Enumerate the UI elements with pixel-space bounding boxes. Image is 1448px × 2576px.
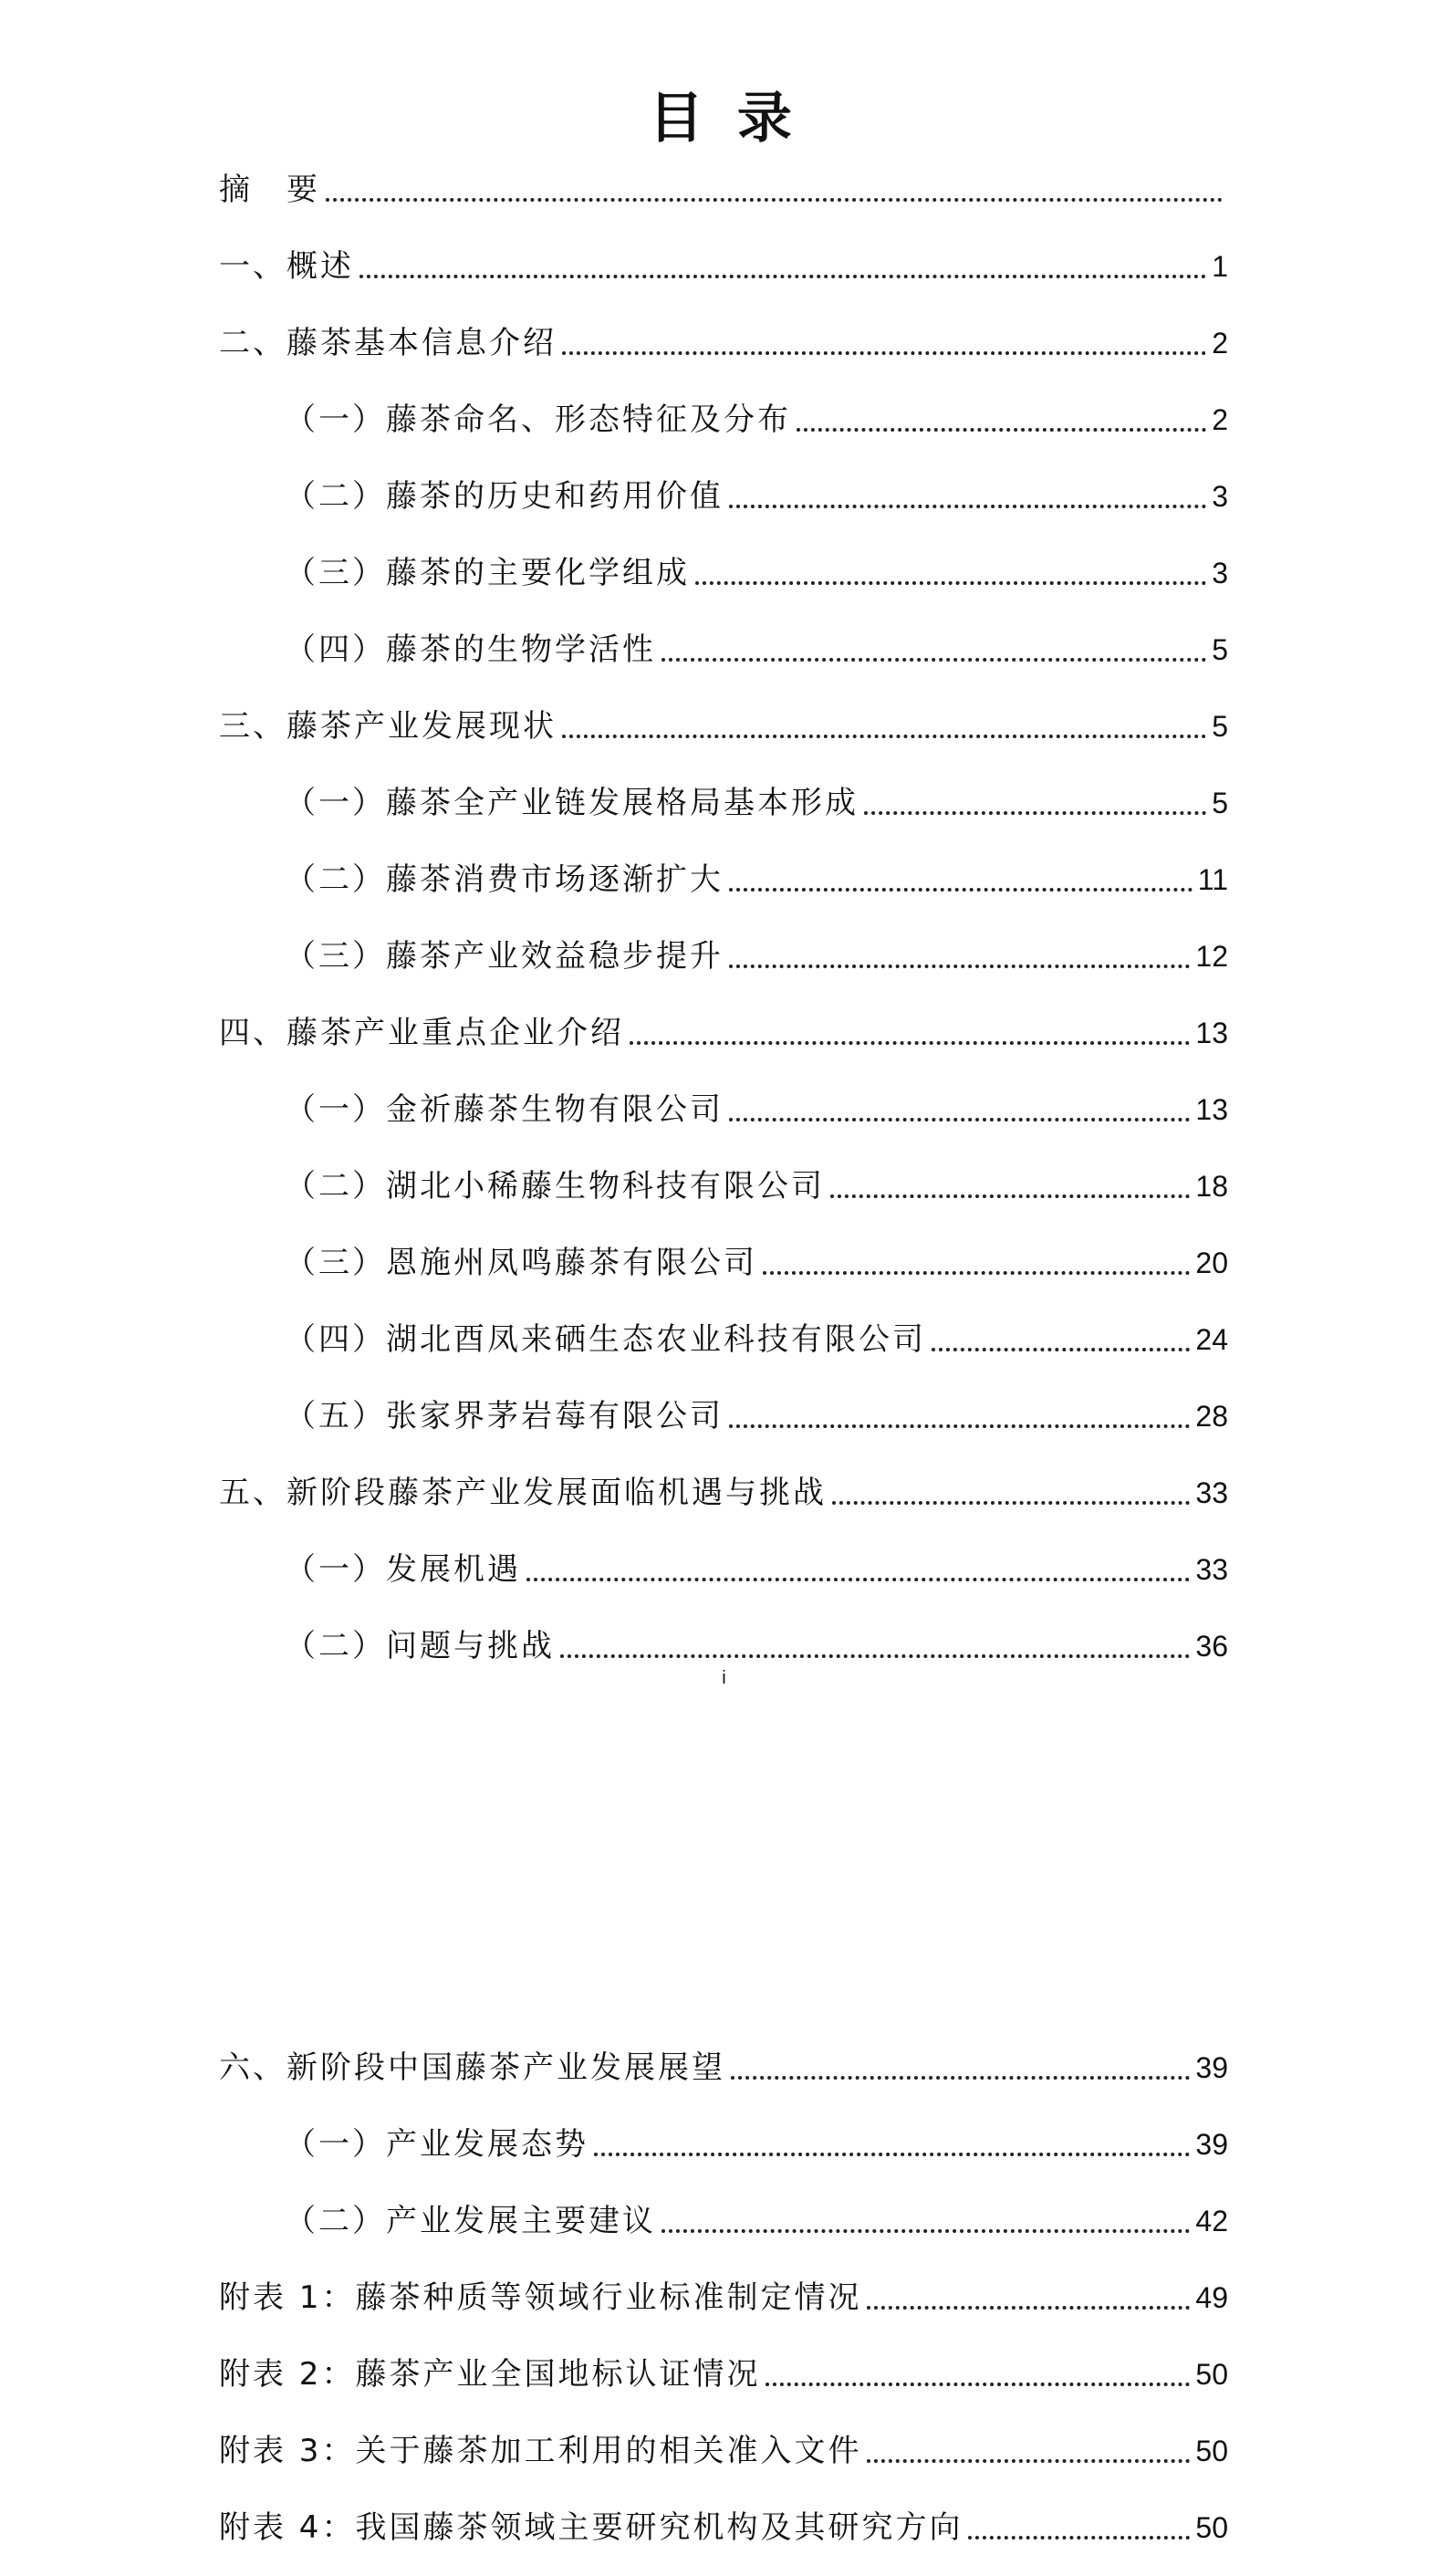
toc-entry-company-1[interactable] bbox=[285, 1075, 1228, 1130]
toc-entry-abstract[interactable] bbox=[219, 155, 1228, 210]
toc-entry-outlook[interactable] bbox=[219, 2033, 1228, 2088]
toc-page-number: 1 bbox=[1212, 250, 1228, 283]
toc-page-number: 20 bbox=[1195, 1246, 1228, 1279]
toc-title: 目 录 bbox=[649, 87, 799, 151]
toc-label: 三、藤茶产业发展现状 bbox=[219, 708, 557, 745]
toc-label: 摘 要 bbox=[219, 172, 320, 208]
toc-label: 附表 2：藤茶产业全国地标认证情况 bbox=[219, 2356, 761, 2393]
toc-leader-dots bbox=[729, 505, 1206, 508]
toc-page-number: 13 bbox=[1195, 1093, 1228, 1126]
toc-label: （三）藤茶的主要化学组成 bbox=[285, 555, 690, 591]
toc-label: （一）金祈藤茶生物有限公司 bbox=[285, 1091, 724, 1128]
toc-entry-opportunities[interactable] bbox=[285, 1535, 1228, 1590]
toc-leader-dots bbox=[867, 2459, 1190, 2463]
toc-label: （一）藤茶全产业链发展格局基本形成 bbox=[285, 785, 859, 821]
toc-label: 一、概述 bbox=[219, 248, 354, 285]
toc-entry-company-4[interactable] bbox=[285, 1305, 1228, 1360]
toc-leader-dots bbox=[864, 811, 1206, 815]
toc-entry-naming[interactable] bbox=[285, 385, 1228, 440]
toc-leader-dots bbox=[326, 198, 1223, 202]
toc-label: （二）藤茶的历史和药用价值 bbox=[285, 478, 724, 515]
toc-entry-company-5[interactable] bbox=[285, 1382, 1228, 1436]
toc-label: 六、新阶段中国藤茶产业发展展望 bbox=[219, 2049, 725, 2086]
toc-page-number: 13 bbox=[1195, 1017, 1228, 1049]
toc-entry-chemistry[interactable] bbox=[285, 538, 1228, 593]
toc-entry-industry-status[interactable] bbox=[219, 692, 1228, 746]
toc-entry-appendix-2[interactable] bbox=[219, 2340, 1228, 2394]
toc-leader-dots bbox=[830, 1194, 1190, 1198]
toc-entry-supply-chain[interactable] bbox=[285, 768, 1228, 823]
toc-leader-dots bbox=[594, 2153, 1190, 2156]
toc-page-number: 36 bbox=[1195, 1630, 1228, 1663]
toc-leader-dots bbox=[560, 1654, 1190, 1658]
toc-page-number: 28 bbox=[1195, 1400, 1228, 1433]
toc-entry-company-2[interactable] bbox=[285, 1152, 1228, 1206]
toc-page-number: 3 bbox=[1212, 557, 1228, 589]
toc-leader-dots bbox=[661, 658, 1206, 662]
toc-label: （一）发展机遇 bbox=[285, 1551, 521, 1588]
toc-entry-industry-benefit[interactable] bbox=[285, 922, 1228, 976]
toc-entry-basic-info[interactable] bbox=[219, 308, 1228, 363]
toc-label: （四）藤茶的生物学活性 bbox=[285, 631, 656, 668]
toc-leader-dots bbox=[729, 888, 1193, 892]
toc-page-number: 50 bbox=[1195, 2511, 1228, 2544]
toc-leader-dots bbox=[832, 1501, 1190, 1505]
toc-entry-history[interactable] bbox=[285, 462, 1228, 516]
toc-entry-appendix-1[interactable] bbox=[219, 2263, 1228, 2318]
toc-label: （二）藤茶消费市场逐渐扩大 bbox=[285, 861, 724, 898]
toc-page-number: 11 bbox=[1197, 863, 1228, 896]
toc-page-number: 24 bbox=[1195, 1323, 1228, 1356]
toc-label: （二）产业发展主要建议 bbox=[285, 2203, 656, 2239]
toc-leader-dots bbox=[729, 1424, 1190, 1428]
toc-page-number: 2 bbox=[1212, 327, 1228, 360]
toc-page-number: 42 bbox=[1195, 2205, 1228, 2237]
toc-page-number: 18 bbox=[1195, 1170, 1228, 1203]
toc-page-number: 12 bbox=[1195, 940, 1228, 973]
toc-label: （三）恩施州凤鸣藤茶有限公司 bbox=[285, 1245, 757, 1281]
toc-leader-dots bbox=[867, 2306, 1190, 2310]
toc-leader-dots bbox=[763, 1271, 1190, 1275]
toc-page-number: 33 bbox=[1195, 1476, 1228, 1509]
toc-label: （三）藤茶产业效益稳步提升 bbox=[285, 938, 724, 975]
toc-leader-dots bbox=[526, 1578, 1190, 1581]
toc-label: （一）藤茶命名、形态特征及分布 bbox=[285, 402, 791, 438]
toc-page-number: 50 bbox=[1195, 2358, 1228, 2391]
toc-label: 附表 4：我国藤茶领域主要研究机构及其研究方向 bbox=[219, 2509, 964, 2546]
toc-label: 二、藤茶基本信息介绍 bbox=[219, 325, 557, 361]
toc-page-number: 50 bbox=[1195, 2435, 1228, 2467]
toc-leader-dots bbox=[731, 2076, 1190, 2080]
toc-label: （五）张家界茅岩莓有限公司 bbox=[285, 1398, 724, 1434]
toc-entry-bioactivity[interactable] bbox=[285, 615, 1228, 670]
toc-leader-dots bbox=[630, 1041, 1190, 1045]
page-footer-number: i bbox=[722, 1668, 726, 1688]
toc-label: （二）问题与挑战 bbox=[285, 1628, 555, 1664]
toc-entry-trends[interactable] bbox=[285, 2110, 1228, 2164]
toc-leader-dots bbox=[932, 1348, 1190, 1351]
toc-entry-suggestions[interactable] bbox=[285, 2186, 1228, 2241]
toc-leader-dots bbox=[695, 581, 1206, 585]
toc-page-number: 5 bbox=[1212, 633, 1228, 666]
toc-label: 四、藤茶产业重点企业介绍 bbox=[219, 1015, 624, 1051]
toc-entry-overview[interactable] bbox=[219, 232, 1228, 287]
toc-entry-appendix-3[interactable] bbox=[219, 2416, 1228, 2471]
toc-page-number: 33 bbox=[1195, 1553, 1228, 1586]
toc-page-number: 39 bbox=[1195, 2128, 1228, 2161]
toc-label: （四）湖北酉凤来硒生态农业科技有限公司 bbox=[285, 1321, 926, 1358]
toc-leader-dots bbox=[729, 965, 1190, 968]
toc-page-number: 49 bbox=[1195, 2281, 1228, 2314]
toc-label: 附表 3：关于藤茶加工利用的相关准入文件 bbox=[219, 2433, 862, 2469]
toc-page-number: 39 bbox=[1195, 2051, 1228, 2084]
toc-page-number: 2 bbox=[1212, 403, 1228, 436]
toc-leader-dots bbox=[729, 1118, 1190, 1121]
toc-label: 附表 1：藤茶种质等领域行业标准制定情况 bbox=[219, 2279, 862, 2316]
toc-page-number: 5 bbox=[1212, 787, 1228, 819]
toc-label: 五、新阶段藤茶产业发展面临机遇与挑战 bbox=[219, 1475, 827, 1511]
toc-entry-challenges[interactable] bbox=[285, 1611, 1228, 1666]
toc-page-number: 5 bbox=[1212, 710, 1228, 743]
toc-leader-dots bbox=[359, 275, 1206, 278]
toc-label: （二）湖北小稀藤生物科技有限公司 bbox=[285, 1168, 825, 1205]
toc-entry-key-companies[interactable] bbox=[219, 998, 1228, 1053]
toc-page-number: 3 bbox=[1212, 480, 1228, 513]
toc-leader-dots bbox=[797, 428, 1206, 432]
toc-entry-appendix-4[interactable] bbox=[219, 2493, 1228, 2548]
toc-entry-opportunities-challenges[interactable] bbox=[219, 1458, 1228, 1513]
toc-leader-dots bbox=[766, 2383, 1190, 2386]
toc-leader-dots bbox=[562, 735, 1206, 738]
toc-entry-consumer-market[interactable] bbox=[285, 845, 1228, 900]
toc-leader-dots bbox=[562, 351, 1206, 355]
toc-leader-dots bbox=[661, 2229, 1190, 2233]
toc-leader-dots bbox=[968, 2536, 1190, 2539]
toc-entry-company-3[interactable] bbox=[285, 1228, 1228, 1283]
toc-label: （一）产业发展态势 bbox=[285, 2126, 589, 2163]
